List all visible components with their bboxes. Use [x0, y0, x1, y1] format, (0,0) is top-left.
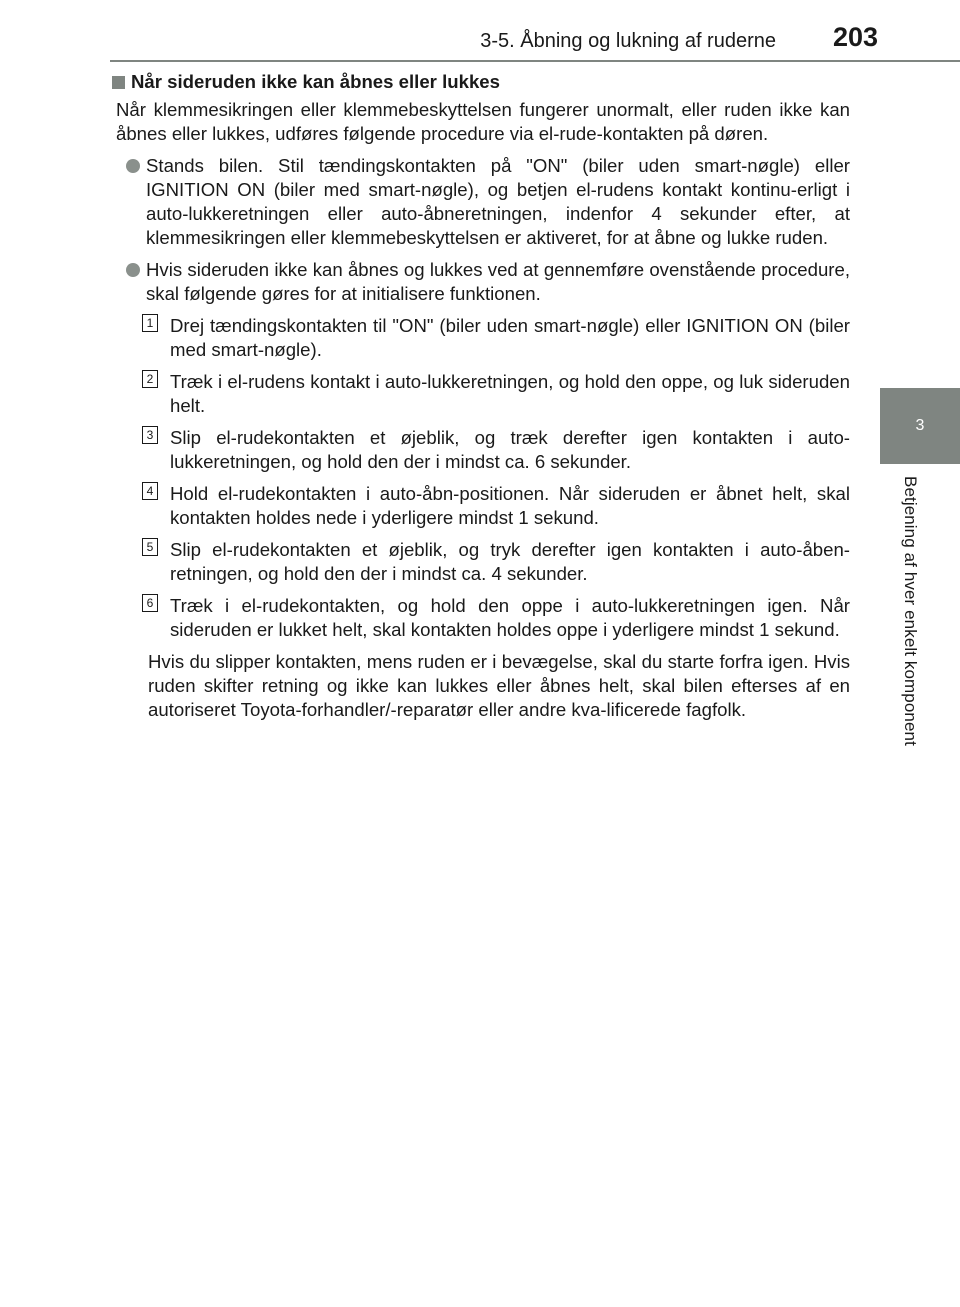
- bullet-item: [126, 258, 850, 306]
- step-number-box: 1: [142, 314, 158, 332]
- square-bullet-icon: [112, 76, 125, 89]
- step-text: Slip el-rudekontakten et øjeblik, og træk derefter igen kontakten i auto-lukkeretningen, og hold den der i mindst ca. 6 sekunder.: [170, 427, 850, 472]
- step-text: Hold el-rudekontakten i auto-åbn-positionen. Når sideruden er åbnet helt, skal kontakten holdes nede i yderligere mindst 1 sekund.: [170, 483, 850, 528]
- chapter-number: 3: [915, 417, 925, 434]
- page-content: [112, 70, 850, 722]
- step-number-box: 3: [142, 426, 158, 444]
- header-rule: [110, 60, 960, 62]
- step-number-box: 2: [142, 370, 158, 388]
- step-item: [142, 594, 850, 642]
- chapter-title: Betjening af hver enkelt komponent: [901, 476, 920, 746]
- section-title: 3-5. Åbning og lukning af ruderne: [480, 30, 776, 52]
- step-item: [142, 482, 850, 530]
- step-number-box: 5: [142, 538, 158, 556]
- step-item: [142, 314, 850, 362]
- bullet-item: [126, 154, 850, 250]
- circle-bullet-icon: [126, 159, 140, 173]
- intro-paragraph: Når klemmesikringen eller klemmebeskyttelsen fungerer unormalt, eller ruden ikke kan åbnes eller lukkes, udføres følgende procedure via el-rude-kontakten på døren.: [116, 99, 850, 144]
- chapter-tab: [880, 388, 960, 464]
- bullet-text: Hvis sideruden ikke kan åbnes og lukkes ved at gennemføre ovenstående procedure, skal følgende gøres for at initialisere funktionen.: [146, 259, 850, 304]
- step-text: Træk i el-rudekontakten, og hold den oppe i auto-lukkeretningen igen. Når sideruden er lukket helt, skal kontakten holdes oppe i yderligere mindst 1 sekund.: [170, 595, 850, 640]
- step-text: Træk i el-rudens kontakt i auto-lukkeretningen, og hold den oppe, og luk sideruden helt.: [170, 371, 850, 416]
- page-number: 203: [832, 22, 878, 52]
- step-item: [142, 370, 850, 418]
- section-heading: [112, 70, 850, 94]
- bullet-text: Stands bilen. Stil tændingskontakten på "ON" (biler uden smart-nøgle) eller IGNITION ON (biler med smart-nøgle), og betjen el-rudens kontakt kontinu-erligt i auto-lukkeretningen eller auto-åbneretningen, indenfor 4 sekunder efter, at klemmesikringen eller klemmebeskyttelsen er aktiveret, for at åbne og lukke ruden.: [146, 155, 850, 248]
- step-item: [142, 538, 850, 586]
- step-text: Drej tændingskontakten til "ON" (biler uden smart-nøgle) eller IGNITION ON (biler med smart-nøgle).: [170, 315, 850, 360]
- step-number-box: 4: [142, 482, 158, 500]
- section-heading-text: Når sideruden ikke kan åbnes eller lukkes: [131, 71, 500, 92]
- step-number-box: 6: [142, 594, 158, 612]
- step-item: [142, 426, 850, 474]
- closing-paragraph: Hvis du slipper kontakten, mens ruden er i bevægelse, skal du starte forfra igen. Hvis ruden skifter retning og ikke kan lukkes eller åbnes helt, skal bilen efterses af en autoriseret Toyota-forhandler/-reparatør eller andre kva-lificerede fagfolk.: [148, 651, 850, 720]
- page-header: [0, 0, 960, 56]
- step-text: Slip el-rudekontakten et øjeblik, og tryk derefter igen kontakten i auto-åben-retningen, og hold den der i mindst ca. 4 sekunder.: [170, 539, 850, 584]
- circle-bullet-icon: [126, 263, 140, 277]
